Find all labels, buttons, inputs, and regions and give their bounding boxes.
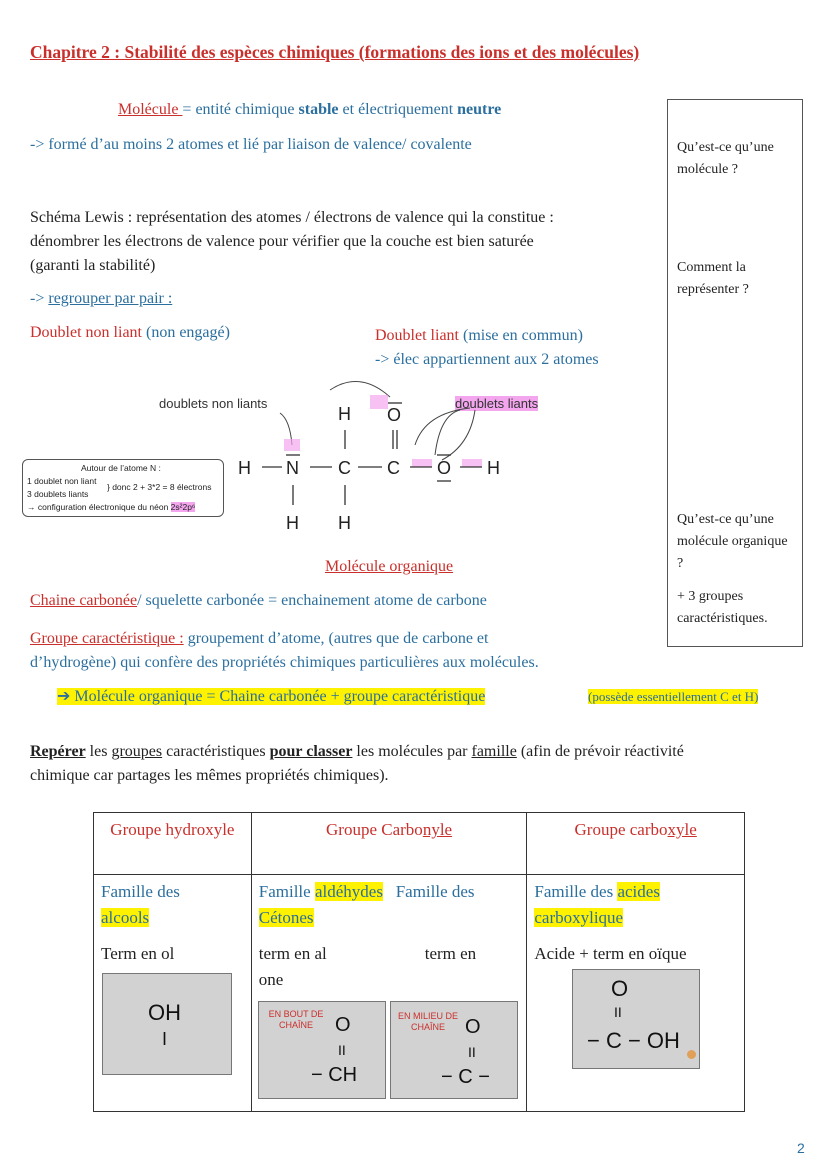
reperer-line2: chimique car partages les mêmes propriétés chimiques). — [30, 767, 389, 784]
note-config: 2s²2p⁶ — [170, 502, 196, 512]
atom-n: N — [286, 458, 299, 478]
page-title: Chapitre 2 : Stabilité des espèces chimiques (formations des ions et des molécules) — [30, 42, 640, 62]
lewis-line2: dénombrer les électrons de valence pour vérifier que la couche est bien saturée — [30, 233, 534, 250]
page-number: 2 — [797, 1140, 805, 1156]
note-line2: 3 doublets liants — [27, 489, 89, 499]
doublet-l-line2: -> élec appartiennent aux 2 atomes — [375, 351, 599, 368]
reperer-paragraph: Repérer les groupes caractéristiques pour classer les molécules par famille (afin de prévoir réactivité chimique car partages les mêmes propriétés chimiques). — [30, 740, 684, 788]
summary-note: (possède essentiellement C et H) — [588, 689, 759, 704]
molecule-term: Molécule — [118, 101, 183, 118]
header-hydroxyle: Groupe hydroxyle — [94, 813, 252, 875]
note-calc: } donc 2 + 3*2 = 8 électrons — [107, 482, 212, 492]
molecule-eq: = entité chimique — [182, 101, 299, 118]
header-carbonyle: Groupe Carbonyle — [251, 813, 527, 875]
cell-carboxylique: Famille des acides carboxylique Acide + term en oïque — [527, 875, 745, 1112]
header-carboxyle: Groupe carboxyle — [527, 813, 745, 875]
chain-term: Chaine carbonée — [30, 592, 138, 609]
molecule-neutre: neutre — [457, 101, 502, 118]
blob-co — [412, 459, 432, 467]
label-doublets-liants: doublets liants — [455, 396, 539, 411]
nitrogen-note-box — [22, 459, 224, 517]
group-rest: groupement d’atome, (autres que de carbone et — [183, 630, 489, 647]
arrow-l-3 — [442, 410, 475, 460]
doublet-nl-note: (non engagé) — [141, 324, 230, 341]
molecule-line2: -> formé d’au moins 2 atomes et lié par liaison de valence/ covalente — [30, 136, 472, 153]
doublet-non-liant — [30, 324, 230, 342]
note-line1: 1 doublet non liant — [27, 476, 97, 486]
organic-title: Molécule organique — [325, 558, 454, 575]
lewis-line1: Schéma Lewis : représentation des atomes / électrons de valence qui la constitue : — [30, 209, 554, 226]
lewis-structure-diagram — [230, 375, 530, 535]
molecule-definition — [118, 101, 501, 119]
doublet-l-note: (mise en commun) — [458, 327, 583, 344]
sidebar-q2: Comment la représenter ? — [677, 260, 749, 297]
doublet-liant — [375, 324, 599, 372]
doublet-nl-term: Doublet non liant — [30, 324, 142, 341]
lewis-paragraph — [30, 206, 554, 278]
aldehyde-formula-card: EN BOUT DE CHAÎNE O II − CH — [258, 1001, 386, 1099]
molecule-and: et électriquement — [338, 101, 458, 118]
avatar-icon — [687, 1050, 696, 1059]
group-definition — [30, 627, 539, 675]
cell-carbonyle: Famille aldéhydes Famille des Cétones term en al term en one — [251, 875, 527, 1112]
group-line2: d’hydrogène) qui confère des propriétés chimiques particulières aux molécules. — [30, 654, 539, 671]
atom-h-left: H — [238, 458, 251, 478]
cell-alcools: Famille des alcools Term en ol — [94, 875, 252, 1112]
blob-n — [284, 439, 300, 451]
atom-h-bottom-n: H — [286, 513, 299, 533]
chain-rest: / squelette carbonée = enchainement atome de carbone — [137, 592, 487, 609]
summary-text: ➔ Molécule organique = Chaine carbonée + groupe caractéristique — [57, 688, 486, 705]
sidebar-q1: Qu’est-ce qu’une molécule ? — [677, 140, 774, 177]
lewis-group: regrouper par pair : — [48, 290, 173, 307]
arrow-nl-o — [330, 381, 390, 397]
sidebar-note: + 3 groupes caractéristiques. — [677, 589, 768, 626]
doublet-l-term: Doublet liant — [375, 327, 459, 344]
cetone-formula-card: EN MILIEU DE CHAÎNE O II − C − — [390, 1001, 518, 1099]
sidebar-q3: Qu’est-ce qu’une molécule organique ? — [677, 512, 788, 571]
atom-h-bottom-c: H — [338, 513, 351, 533]
atom-o-oh: O — [437, 458, 452, 478]
chain-line — [30, 592, 487, 610]
table-header-row — [94, 813, 745, 875]
atom-c2: C — [387, 458, 400, 478]
group-term: Groupe caractéristique : — [30, 630, 184, 647]
lewis-line3: (garanti la stabilité) — [30, 257, 156, 274]
carboxyle-formula-card: O II − C − OH — [572, 969, 700, 1069]
atom-h-top: H — [338, 404, 351, 424]
atom-o-top: O — [387, 405, 402, 425]
note-line3: → configuration électronique du néon 2s²2p⁶ — [27, 502, 196, 512]
hydroxyle-formula-card: OH I — [102, 973, 232, 1075]
atom-c1: C — [338, 458, 351, 478]
atom-h-right: H — [487, 458, 500, 478]
molecule-stable: stable — [298, 101, 339, 118]
summary-line — [57, 686, 485, 706]
blob-o — [370, 395, 388, 409]
label-doublets-non-liants: doublets non liants — [159, 396, 268, 411]
lewis-group-line — [30, 290, 172, 308]
blob-oh — [462, 459, 482, 467]
note-title: Autour de l’atome N : — [81, 463, 161, 473]
lewis-arrow: -> — [30, 290, 49, 307]
